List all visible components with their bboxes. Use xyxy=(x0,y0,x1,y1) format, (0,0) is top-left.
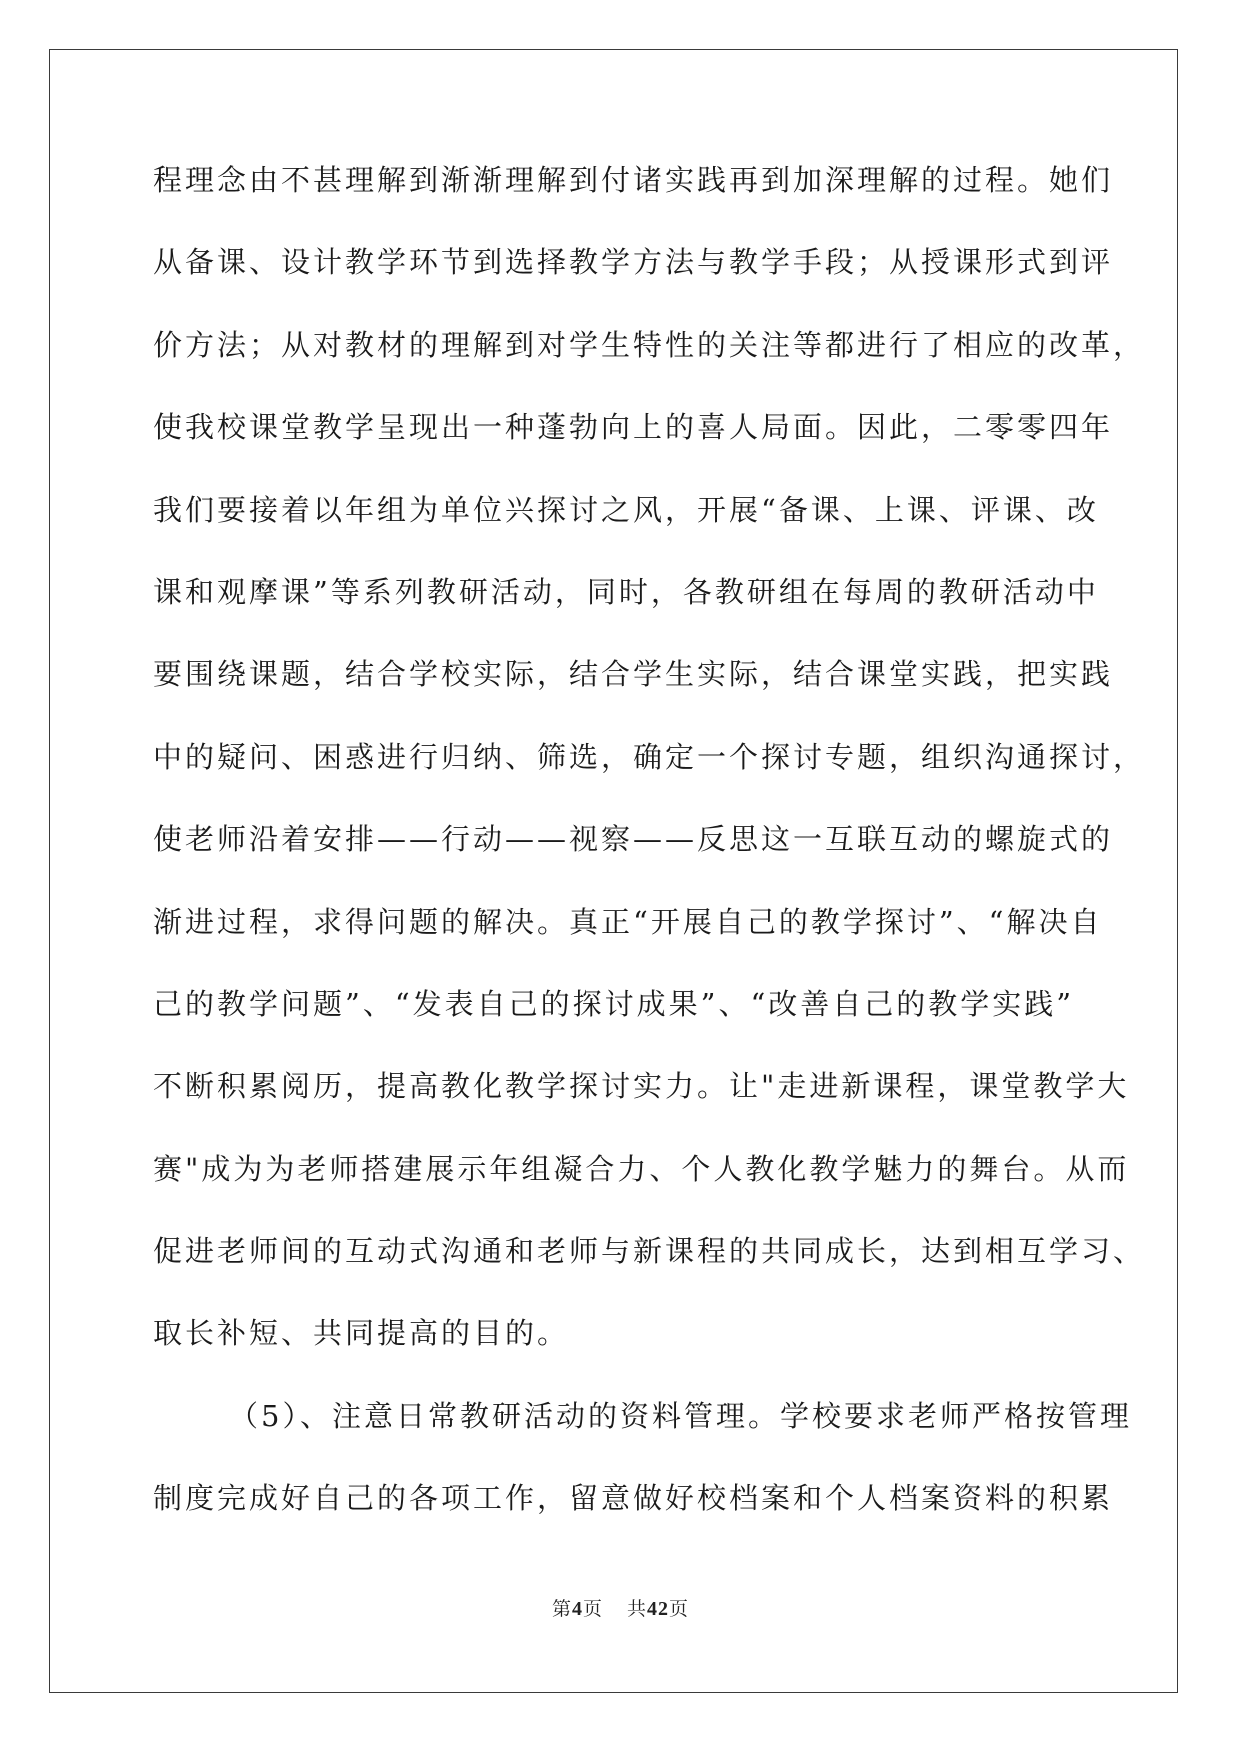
text-line: 己的教学问题”、“发表自己的探讨成果”、“改善自己的教学实践” xyxy=(153,986,1075,1021)
text-line: 不断积累阅历，提高教化教学探讨实力。让"走进新课程，课堂教学大 xyxy=(153,1069,1130,1104)
current-page-number: 4 xyxy=(571,1598,583,1620)
paragraph-start-line: （5）、注意日常教研活动的资料管理。学校要求老师严格按管理 xyxy=(229,1398,1132,1433)
text-line: 从备课、设计教学环节到选择教学方法与教学手段；从授课形式到评 xyxy=(153,245,1114,280)
text-line: 要围绕课题，结合学校实际，结合学生实际，结合课堂实践，把实践 xyxy=(153,657,1114,692)
page-footer xyxy=(0,1594,1241,1621)
total-pages-prefix: 共 xyxy=(627,1598,648,1620)
total-pages-suffix: 页 xyxy=(669,1598,690,1620)
text-line: 我们要接着以年组为单位兴探讨之风，开展“备课、上课、评课、改 xyxy=(153,492,1099,527)
text-line: 取长补短、共同提高的目的。 xyxy=(153,1316,570,1351)
text-line: 使老师沿着安排——行动——视察——反思这一互联互动的螺旋式的 xyxy=(153,822,1114,857)
text-line: 赛"成为为老师搭建展示年组凝合力、个人教化教学魅力的舞台。从而 xyxy=(153,1151,1130,1186)
text-line: 制度完成好自己的各项工作，留意做好校档案和个人档案资料的积累 xyxy=(153,1481,1114,1516)
total-pages-number: 42 xyxy=(647,1598,670,1620)
document-body xyxy=(153,160,1146,1561)
text-line: 中的疑问、困惑进行归纳、筛选，确定一个探讨专题，组织沟通探讨， xyxy=(153,739,1146,774)
text-line: 程理念由不甚理解到渐渐理解到付诸实践再到加深理解的过程。她们 xyxy=(153,163,1114,197)
text-line: 促进老师间的互动式沟通和老师与新课程的共同成长，达到相互学习、 xyxy=(153,1234,1146,1269)
text-line: 使我校课堂教学呈现出一种蓬勃向上的喜人局面。因此，二零零四年 xyxy=(153,410,1114,445)
page-number-suffix: 页 xyxy=(582,1598,603,1620)
text-line: 渐进过程，求得问题的解决。真正“开展自己的教学探讨”、“解决自 xyxy=(153,904,1103,939)
text-line: 价方法；从对教材的理解到对学生特性的关注等都进行了相应的改革， xyxy=(153,327,1146,362)
page-number-prefix: 第 xyxy=(551,1598,572,1620)
text-line: 课和观摩课”等系列教研活动，同时，各教研组在每周的教研活动中 xyxy=(153,574,1099,609)
